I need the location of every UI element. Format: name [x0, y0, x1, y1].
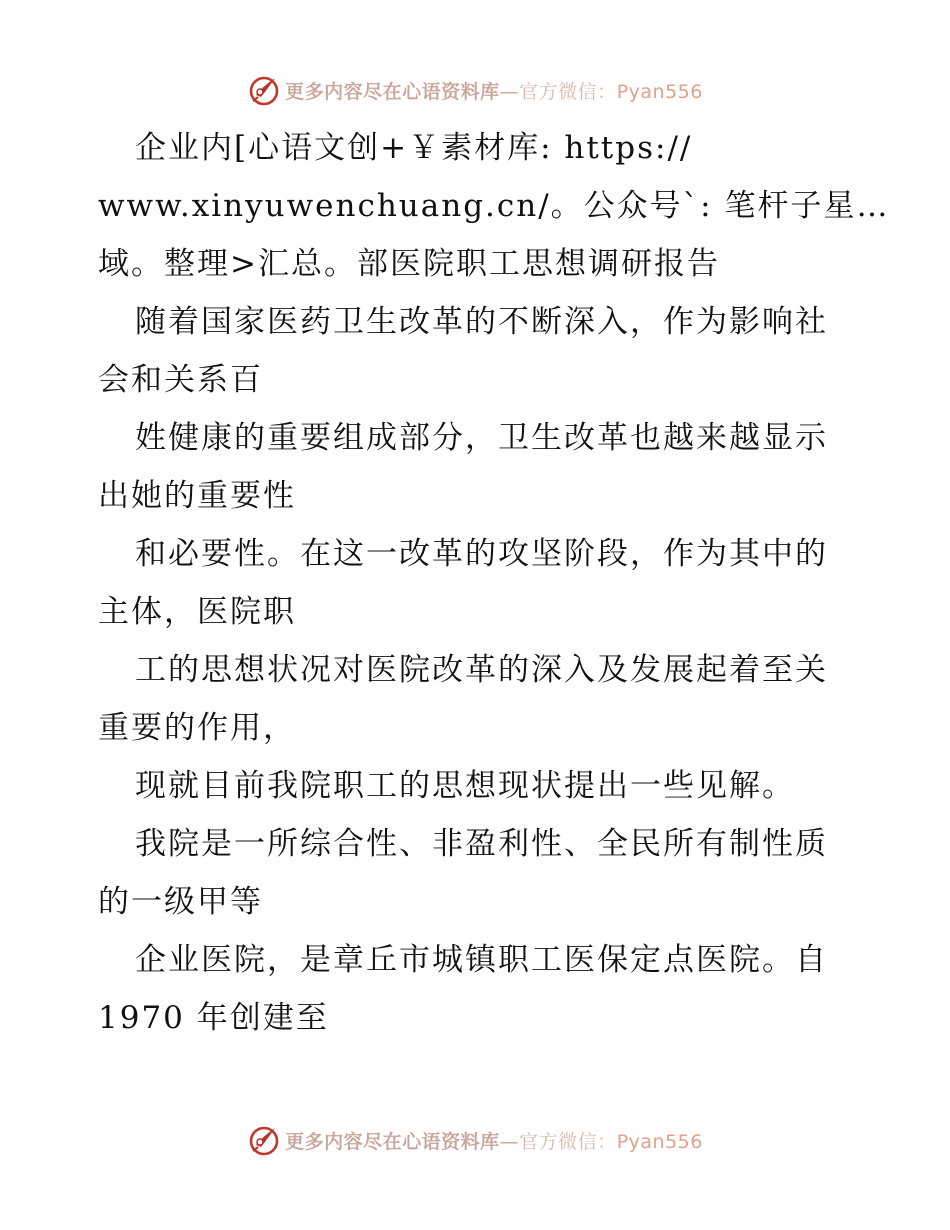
doc-line-14-text: 的一级甲等 — [98, 884, 263, 920]
doc-line-4-text: 随着国家医药卫生改革的不断深入，作为影响社 — [135, 304, 828, 340]
quill-logo-icon — [247, 73, 281, 107]
doc-line-7 — [98, 467, 858, 525]
watermark-dash: — — [499, 1130, 520, 1153]
doc-line-10-text: 工的思想状况对医院改革的深入及发展起着至关 — [135, 652, 828, 688]
header-watermark-banner — [0, 70, 950, 110]
watermark-dash: — — [499, 80, 520, 103]
footer-watermark-banner — [0, 1120, 950, 1160]
watermark-text — [285, 77, 703, 104]
doc-line-4 — [98, 293, 858, 351]
watermark-wechat-id: Pyan556 — [616, 80, 703, 103]
doc-line-14 — [98, 873, 858, 931]
doc-line-16 — [98, 989, 858, 1047]
watermark-wechat-label: 官方微信： — [519, 1130, 617, 1153]
doc-line-13-text: 我院是一所综合性、非盈利性、全民所有制性质 — [135, 826, 828, 862]
doc-line-5-text: 会和关系百 — [98, 362, 263, 398]
doc-line-10 — [98, 641, 858, 699]
watermark-wechat-label: 官方微信： — [519, 80, 617, 103]
document-body — [98, 119, 890, 1047]
doc-line-5 — [98, 351, 858, 409]
doc-line-11-text: 重要的作用， — [98, 710, 296, 746]
doc-line-16-text: 1970 年创建至 — [98, 1000, 329, 1036]
doc-line-11 — [98, 699, 858, 757]
doc-line-2-text: www.xinyuwenchuang.cn/。公众号`: 笔杆子星… — [98, 188, 890, 224]
doc-line-3-text: 域。整理>汇总。部医院职工思想调研报告 — [98, 246, 720, 282]
doc-line-13 — [98, 815, 858, 873]
doc-line-6 — [98, 409, 858, 467]
doc-line-1-text: 企业内[心语文创+￥素材库: https:// — [135, 130, 693, 166]
doc-line-12-text: 现就目前我院职工的思想现状提出一些见解。 — [135, 768, 795, 804]
doc-line-9 — [98, 583, 858, 641]
doc-line-9-text: 主体，医院职 — [98, 594, 296, 630]
watermark-main: 更多内容尽在心语资料库 — [285, 80, 500, 103]
watermark-main: 更多内容尽在心语资料库 — [285, 1130, 500, 1153]
doc-line-8-text: 和必要性。在这一改革的攻坚阶段，作为其中的 — [135, 536, 828, 572]
doc-line-7-text: 出她的重要性 — [98, 478, 296, 514]
watermark-text — [285, 1127, 703, 1154]
doc-line-3 — [98, 235, 858, 293]
doc-line-15-text: 企业医院，是章丘市城镇职工医保定点医院。自 — [135, 942, 828, 978]
watermark-wechat-id: Pyan556 — [616, 1130, 703, 1153]
quill-logo-icon — [247, 1123, 281, 1157]
doc-line-8 — [98, 525, 858, 583]
doc-line-1 — [98, 119, 858, 177]
doc-line-2 — [98, 177, 890, 235]
doc-line-12 — [98, 757, 858, 815]
doc-line-15 — [98, 931, 858, 989]
doc-line-6-text: 姓健康的重要组成部分，卫生改革也越来越显示 — [135, 420, 828, 456]
